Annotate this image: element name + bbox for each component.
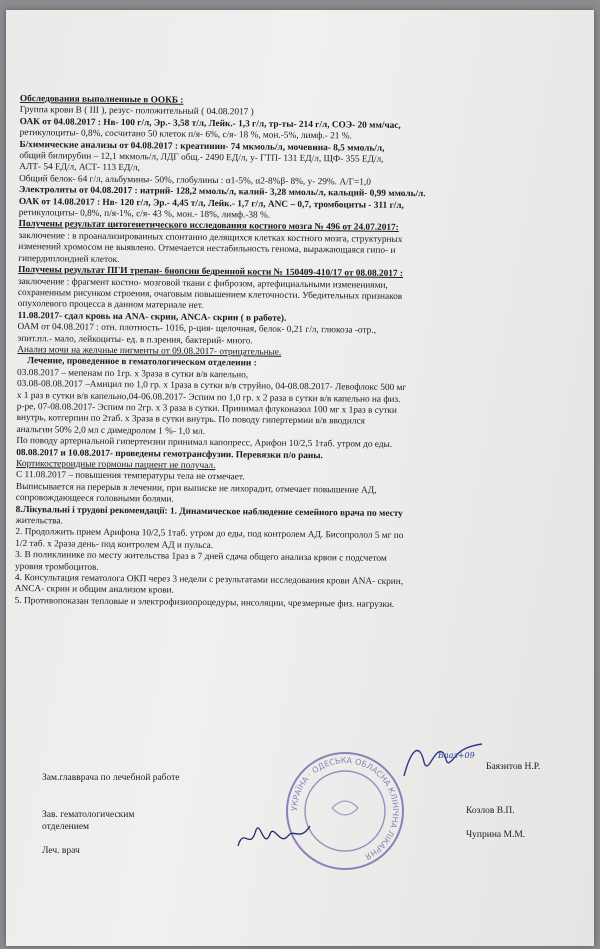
oak-1-line: ОАК от 04.08.2017 : Нв- 100 г/л, Эр.- 3,58 т/л, Лейк.- 1,3 г/л, тр-ты- 214 г/л, СОЭ- 20 мм/час,	[19, 116, 401, 131]
discharge-line: Выписывается на перерыв в лечении, при выписке не лихорадит, отмечает повышение АД,	[15, 481, 377, 496]
oak-2-cont: ретикулоциты- 0,8%, п/я-1%, с/я- 43 %, мон.- 18%, лимф.-38 %.	[18, 208, 271, 221]
head-label-1: Зав. гематологическим	[42, 810, 135, 820]
cytogenetics-2: изменений хромосом не выявлено. Отмечается нестабильность генома, выражающаяся гипо- и	[18, 242, 396, 257]
discharge-cont: сопровождающееся головными болями.	[15, 493, 174, 505]
treatment-5: внутрь, котгерпин по 2таб. х 3раза в сутки внутрь. По поводу гипертермии в/в вводился	[16, 413, 366, 428]
urine-pigment-line: Анализ мочи на желчные пигменты от 09.08.2017- отрицательные.	[17, 344, 282, 358]
deputy-signature	[398, 736, 488, 784]
cytogenetics-3: гипердиплоидией клеток.	[18, 253, 120, 265]
biochem-cont-2: АЛТ- 54 ЕД/л, АСТ- 113 ЕД/л,	[19, 162, 140, 174]
biochem-line: Б/химические анализы от 04.08.2017 : креатинин- 74 мкмоль/л, мочевина- 8,5 ммоль/л,	[19, 139, 385, 154]
discharge-summary	[15, 94, 580, 613]
recommendation-4: 4. Консультация гематолога ОКП через 3 недели с результатами исследования крови ANA- скрин,	[14, 573, 404, 588]
treatment-6: анальгин 50% 2,0 мл с димедролом 1 %- 1,0 мл.	[16, 424, 206, 437]
steroids-line: Кортикостероидные гормоны пациент не получал.	[16, 458, 216, 472]
recommendation-3: 3. В поликлинике по месту жительства 1раз в 7 дней сдача общего анализа крвои с подсчетом	[15, 550, 387, 565]
doctor-signature	[234, 816, 314, 860]
treatment-4: р-ре, 07-08.08.2017- Эспим по 2гр. х 3 раза в сутки. Принимал флуконазол 100 мг х 1раз в сутки	[16, 401, 397, 416]
doctor-label: Леч. врач	[42, 846, 80, 856]
treatment-2: 03.08-08.08.2017 –Амицил по 1,0 гр. х 1раза в сутки в/в струйно, 04-08.08.2017- Левофлокс 500 мг	[16, 379, 407, 394]
biopsy-1: заключение : фрагмент костно- мозговой ткани с фиброзом, артефициальными изменениями,	[17, 276, 388, 291]
transfusion-line: 08.08.2017 и 10.08.2017- проведены гемотрансфузии. Перевязки п/о раны.	[16, 447, 323, 461]
treatment-1: 03.08.2017 – мепенам по 1гр. х 3раза в сутки в/в капельно,	[17, 367, 249, 381]
recommendation-3-cont: уровня тромбоцитов.	[14, 561, 99, 573]
recommendation-2: 2. Продолжить прием Арифона 10/2,5 1таб. утром до еды, под контролем АД. Бисопролол 5 мг по	[15, 527, 404, 542]
deputy-name: Баязитов Н.Р.	[486, 762, 541, 772]
recommendation-2-cont: 1/2 таб. х 2раза день- под контролем АД и пульса.	[15, 538, 214, 551]
oam-cont: эпит.пл.- мало, лейкоциты- ед. в п.зрения, бактерий- много.	[17, 333, 253, 346]
official-stamp	[282, 748, 408, 874]
recommendations-title: 8.Лікувальні і трудові рекомендації: 1. Динамическое наблюдение семейного врача по месту	[15, 504, 403, 519]
svg-text:УКРАЇНА · ОДЕСЬКА ОБЛАСНА КЛІН	[290, 756, 400, 861]
signature-scrawl: Бааз+09	[438, 751, 475, 760]
hypertension-line: По поводу артериальной гипертензии принимал капопресс, Арифон 10/2,5 1таб. утром до еды.	[16, 436, 393, 451]
document-sheet	[6, 10, 594, 946]
cytogenetics-title: Получены результат цитогенетического исследования костного мозга № 496 от 24.07.2017:	[18, 219, 399, 234]
head-name: Козлов В.П.	[466, 806, 515, 816]
doctor-name: Чуприна М.М.	[466, 830, 526, 840]
oak-1-cont: ретикулоциты- 0,8%, сосчитано 50 клеток п/я- 6%, с/я- 18 %, мон.-5%, лимф.- 21 %.	[19, 128, 352, 142]
ana-line: 11.08.2017- сдал кровь на ANA- скрин, ANCA- скрин ( в работе).	[17, 310, 287, 324]
recommendation-1-cont: жительства.	[15, 516, 63, 527]
electrolytes-line: Электролиты от 04.08.2017 : натрий- 128,2 ммоль/л, калий- 3,28 ммоль/л, кальций- 0,99 ммоль/л.	[18, 185, 426, 200]
biopsy-2: сохраненным рисунком строения, очаговым повышением клеточности. Убедительных признаков	[17, 287, 403, 302]
recommendation-5: 5. Противопоказан тепловые и электрофизиопроцедуры, инсоляции, чрезмерные физ. нагрузки.	[14, 595, 395, 610]
head-label-2: отделением	[42, 822, 90, 832]
blood-group-line: Группа крови В ( III ), резус- положительный ( 04.08.2017 )	[19, 105, 254, 118]
temperature-line: С 11.08.2017 – повышения температуры тела не отмечает.	[15, 470, 245, 483]
stamp-text: УКРАЇНА · ОДЕСЬКА ОБЛАСНА КЛІНІЧНА ЛІКАРНЯ	[289, 755, 401, 862]
biopsy-3: опухолевого процесса в данном материале нет.	[17, 299, 204, 312]
biopsy-title: Получены результат ПГИ трепан- биопсии бедренной кости № 150409-410/17 от 08.08.2017 :	[18, 265, 404, 280]
biochem-cont-1: общий билирубин – 12,1 мкмоль/л, ЛДГ общ.- 2490 ЕД/л, у- ГТП- 131 ЕД/л, ЩФ- 355 ЕД/л,	[19, 151, 384, 165]
protein-line: Общий белок- 64 г/л, альбумины- 50%, глобулины : α1-5%, α2-8%β- 8%, у- 29%. А/Г=1,0	[19, 173, 371, 188]
oam-line: ОАМ от 04.08.2017 : отн. плотность- 1016, р-ция- щелочная, белок- 0,21 г/л, глюкоза -отр.,	[17, 322, 376, 336]
recommendation-4-cont: ANCA- скрин и общим анализом крови.	[14, 584, 174, 597]
cytogenetics-1: заключение : в проанализированных спонтанно делящихся клетках костного мозга, структурных	[18, 230, 403, 245]
deputy-label: Зам.главврача по лечебной работе	[42, 773, 180, 783]
heading: Обследования выполненные в ООКБ :	[19, 94, 184, 106]
oak-2-line: ОАК от 14.08.2017 : Нв- 120 г/л, Эр.- 4,45 т/л, Лейк.- 1,7 г/л, АNС – 0,7, тромбоциты - 311 г/л,	[18, 196, 404, 211]
treatment-3: х 1 раз в сутки в/в капельно,04-06.08.2017- Эспим по 1,0 гр. х 2 раза в сутки в/в капельно на физ.	[16, 390, 401, 405]
treatment-title: Лечение, проведенное в гематологическом отделении :	[27, 356, 257, 369]
